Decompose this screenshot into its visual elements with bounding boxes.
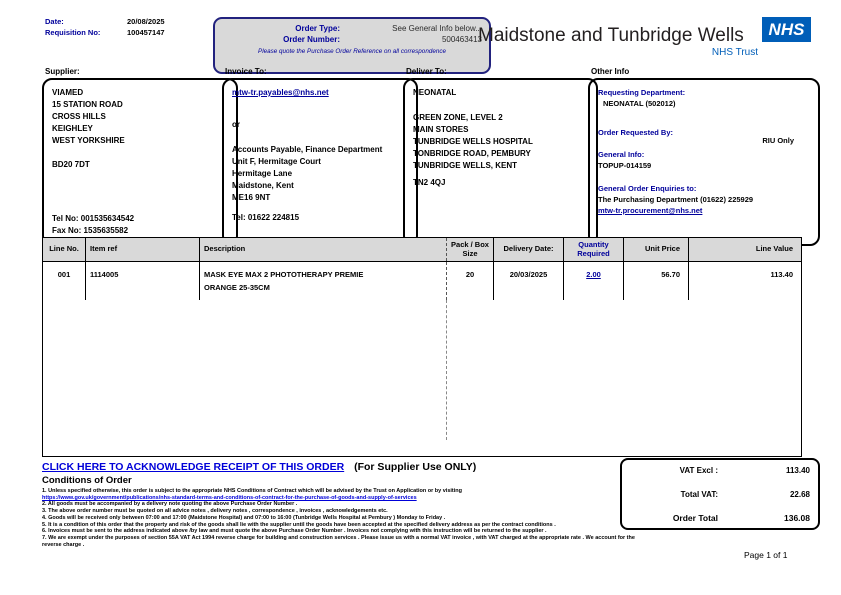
nhs-trust-label: NHS Trust <box>711 47 758 58</box>
cell-quantity-required: 2.00 <box>564 262 624 300</box>
invoice-address-line: Unit F, Hermitage Court <box>232 157 321 166</box>
cell-unit-price: 56.70 <box>624 262 689 300</box>
other-info-box <box>588 78 820 246</box>
cell-item-ref: 1114005 <box>86 262 200 300</box>
totals-box <box>620 458 820 530</box>
order-info-box <box>213 17 491 74</box>
cell-description <box>200 262 446 300</box>
order-number-label: Order Number: <box>283 35 340 44</box>
header-quantity-required: Quantity Required <box>564 238 624 261</box>
table-header-row <box>43 238 801 262</box>
supplier-address-line: CROSS HILLS <box>52 112 106 121</box>
invoice-to-section-label: Invoice To: <box>225 67 267 76</box>
requisition-label: Requisition No: <box>45 28 101 37</box>
order-reference-note: Please quote the Purchase Order Reference on all correspondence <box>258 48 446 55</box>
table-row <box>43 262 801 300</box>
general-info-value: TOPUP-014159 <box>598 161 652 170</box>
table-empty-area <box>43 300 801 455</box>
condition-line-4: 4. Goods will be received only between 07:00 and 17:00 (Maidstone Hospital) and 07:00 to 16:00 (Tunbridge Wells Hospital at Pembury ) Monday to Friday . <box>42 514 446 521</box>
deliver-address-line: TONBRIDGE ROAD, PEMBURY <box>413 149 531 158</box>
header-pack-box-size: Pack / Box Size <box>446 238 494 261</box>
supplier-address-line: KEIGHLEY <box>52 124 93 133</box>
trust-name: Maidstone and Tunbridge Wells <box>478 25 744 46</box>
order-total-value: 136.08 <box>784 513 810 523</box>
header-description: Description <box>204 244 246 254</box>
condition-line-6: 6. Invoices must be sent to the address indicated above /by law and must quote the above Purchase Order Number . Invoices not complying with this instruction will be returned to the supplier . <box>42 528 547 535</box>
order-number-value: 500463413 <box>441 35 482 44</box>
conditions-list <box>42 488 642 548</box>
acknowledge-line <box>42 461 476 473</box>
header-line-value: Line Value <box>755 244 793 254</box>
deliver-address-line: TUNBRIDGE WELLS, KENT <box>413 161 517 170</box>
header-line-no: Line No. <box>43 238 86 261</box>
invoice-address-line: Hermitage Lane <box>232 169 293 178</box>
invoice-address-line: Accounts Payable, Finance Department <box>232 145 383 154</box>
order-requested-by-value: RIU Only <box>762 136 794 145</box>
payables-email-link[interactable]: mtw-tr.payables@nhs.net <box>232 88 329 97</box>
total-vat-label: Total VAT: <box>680 489 718 499</box>
requesting-department-label: Requesting Department: <box>598 88 686 97</box>
general-info-label: General Info: <box>598 150 645 159</box>
supplier-use-only-text: (For Supplier Use ONLY) <box>354 461 477 473</box>
condition-line-5: 5. It is a condition of this order that the property and risk of the goods shall lie with the supplier until the goods have been accepted at the specified delivery address as per the contract conditions . <box>42 521 556 528</box>
deliver-address-line: TUNBRIDGE WELLS HOSPITAL <box>413 137 533 146</box>
page-number: Page 1 of 1 <box>744 550 788 560</box>
requesting-department-value: NEONATAL (502012) <box>603 99 676 108</box>
conditions-url-link[interactable]: https://www.gov.uk/government/publications/nhs-standard-terms-and-conditions-of-contract-for-the-purchase-of-goods-and-supply-of-services <box>42 494 417 501</box>
invoice-address-line: Maidstone, Kent <box>232 181 294 190</box>
date-label: Date: <box>45 17 64 26</box>
conditions-title: Conditions of Order <box>42 475 132 486</box>
deliver-postcode: TN2 4QJ <box>413 178 446 187</box>
order-enquiries-label: General Order Enquiries to: <box>598 184 697 193</box>
header-item-ref: Item ref <box>86 238 200 261</box>
date-value: 20/08/2025 <box>127 17 165 26</box>
deliver-to-section-label: Deliver To: <box>406 67 447 76</box>
order-type-value: See General Info below... <box>392 24 482 33</box>
header-delivery-date: Delivery Date: <box>494 238 564 261</box>
description-line-1: MASK EYE MAX 2 PHOTOTHERAPY PREMIE <box>204 270 364 279</box>
supplier-address-line: 15 STATION ROAD <box>52 100 123 109</box>
invoice-or-text: or <box>232 120 240 129</box>
vat-excl-label: VAT Excl : <box>679 466 718 475</box>
header-unit-price: Unit Price <box>624 238 689 261</box>
condition-line-2: 2. All goods must be accompanied by a delivery note quoting the above Purchase Order Number . <box>42 501 298 508</box>
cell-delivery-date: 20/03/2025 <box>494 262 564 300</box>
column-divider-dashed <box>446 300 447 440</box>
order-total-label: Order Total <box>672 513 718 523</box>
supplier-tel: Tel No: 001535634542 <box>52 214 135 223</box>
order-type-label: Order Type: <box>295 24 340 33</box>
other-info-section-label: Other Info <box>591 67 630 76</box>
supplier-address-line: WEST YORKSHIRE <box>52 136 125 145</box>
invoice-address-line: ME16 9NT <box>232 193 271 202</box>
supplier-section-label: Supplier: <box>45 67 80 76</box>
supplier-box <box>42 78 238 246</box>
condition-line-7: 7. We are exempt under the purposes of section 55A VAT Act 1994 reverse charge for building and construction services . Please issue us with a normal VAT invoice , with VAT charged at the appropriate rate . We account for the reverse charge . <box>42 534 635 548</box>
order-enquiries-value: The Purchasing Department (01622) 225929 <box>598 195 754 204</box>
total-vat-value: 22.68 <box>789 489 810 499</box>
cell-pack-box-size: 20 <box>446 262 494 300</box>
order-items-table <box>42 237 802 457</box>
supplier-name: VIAMED <box>52 88 84 97</box>
requisition-value: 100457147 <box>127 28 165 37</box>
acknowledge-receipt-link[interactable]: CLICK HERE TO ACKNOWLEDGE RECEIPT OF THIS ORDER <box>42 461 345 473</box>
deliver-department: NEONATAL <box>413 88 457 97</box>
invoice-to-box <box>222 78 418 246</box>
deliver-address-line: GREEN ZONE, LEVEL 2 <box>413 113 503 122</box>
cell-line-value: 113.40 <box>770 270 793 279</box>
procurement-email-link[interactable]: mtw-tr.procurement@nhs.net <box>598 206 703 215</box>
order-meta <box>45 16 165 38</box>
cell-line-no: 001 <box>43 262 86 300</box>
description-line-2: ORANGE 25-35CM <box>204 283 270 292</box>
order-requested-by-label: Order Requested By: <box>598 128 674 137</box>
deliver-to-box <box>403 78 598 246</box>
condition-line-3: 3. The above order number must be quoted on all advice notes , delivery notes , correspondence , invoices , acknowledgements etc. <box>42 508 388 515</box>
deliver-address-line: MAIN STORES <box>413 125 469 134</box>
supplier-postcode: BD20 7DT <box>52 160 90 169</box>
invoice-tel: Tel: 01622 224815 <box>232 213 300 222</box>
supplier-fax: Fax No: 1535635582 <box>52 226 129 235</box>
nhs-logo: NHS <box>762 17 811 42</box>
condition-line-1: 1. Unless specified otherwise, this order is subject to the appropriate NHS Conditions of Contract which will be advised by the Trust on Application or by visiting <box>42 488 462 494</box>
vat-excl-value: 113.40 <box>785 466 810 475</box>
